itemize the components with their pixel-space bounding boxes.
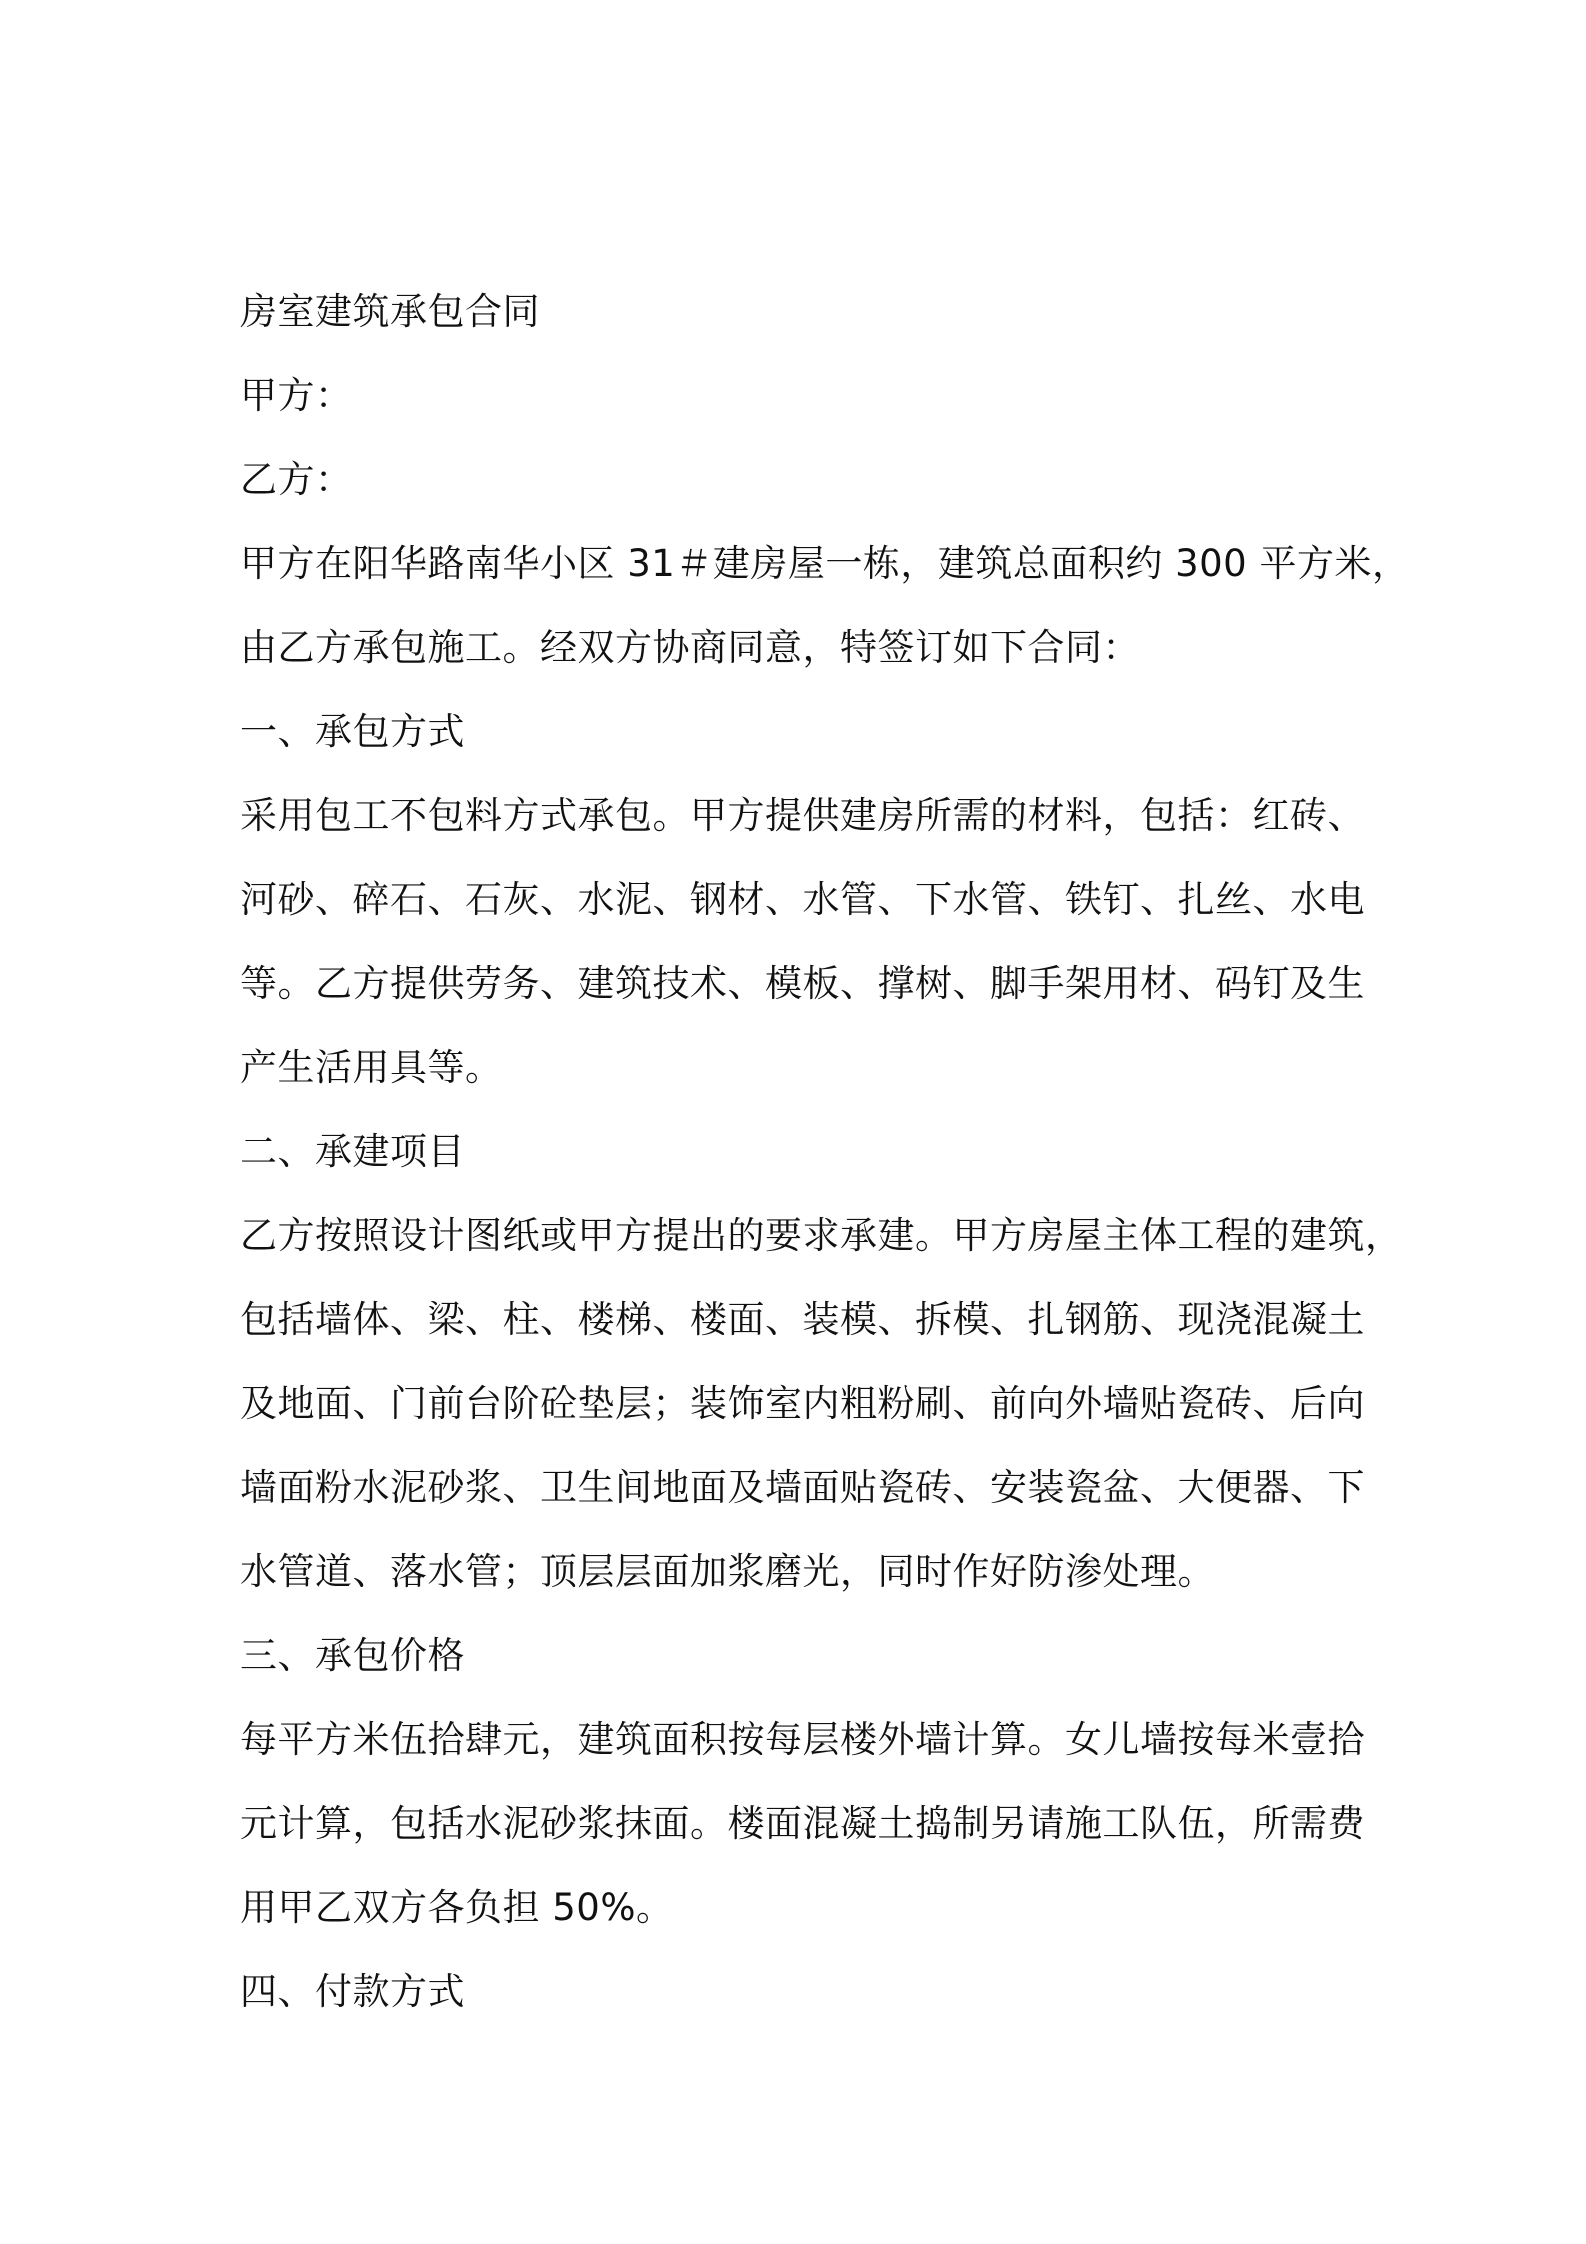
party-a-label: 甲方：	[240, 374, 353, 417]
section-text-line: 水管道、落水管；顶层层面加浆磨光，同时作好防渗处理。	[240, 1550, 1215, 1593]
section-text-line: 包括墙体、梁、柱、楼梯、楼面、装模、拆模、扎钢筋、现浇混凝土	[240, 1298, 1365, 1341]
document-body	[240, 270, 1410, 2034]
section-text-line: 墙面粉水泥砂浆、卫生间地面及墙面贴瓷砖、安装瓷盆、大便器、下	[240, 1466, 1365, 1509]
section-heading-project-items: 二、承建项目	[240, 1130, 465, 1173]
intro-line: 甲方在阳华路南华小区 31＃建房屋一栋，建筑总面积约 300 平方米，	[240, 542, 1410, 585]
intro-line: 由乙方承包施工。经双方协商同意，特签订如下合同：	[240, 626, 1140, 669]
section-text-line: 河砂、碎石、石灰、水泥、钢材、水管、下水管、铁钉、扎丝、水电	[240, 878, 1365, 921]
section-heading-price: 三、承包价格	[240, 1634, 465, 1677]
section-text-line: 产生活用具等。	[240, 1046, 503, 1089]
party-b-label: 乙方：	[240, 458, 353, 501]
section-heading-payment-method: 四、付款方式	[240, 1970, 465, 2013]
section-text-line: 采用包工不包料方式承包。甲方提供建房所需的材料，包括：红砖、	[240, 794, 1365, 837]
section-text-line: 每平方米伍拾肆元，建筑面积按每层楼外墙计算。女儿墙按每米壹拾	[240, 1718, 1365, 1761]
section-text-line: 等。乙方提供劳务、建筑技术、模板、撑树、脚手架用材、码钉及生	[240, 962, 1365, 1005]
section-text-line: 及地面、门前台阶砼垫层；装饰室内粗粉刷、前向外墙贴瓷砖、后向	[240, 1382, 1365, 1425]
section-text-line: 元计算，包括水泥砂浆抹面。楼面混凝土捣制另请施工队伍，所需费	[240, 1802, 1365, 1845]
section-text-line: 用甲乙双方各负担 50%。	[240, 1886, 674, 1929]
document-title: 房室建筑承包合同	[240, 290, 540, 333]
section-text-line: 乙方按照设计图纸或甲方提出的要求承建。甲方房屋主体工程的建筑，	[240, 1214, 1403, 1257]
section-heading-contract-method: 一、承包方式	[240, 710, 465, 753]
